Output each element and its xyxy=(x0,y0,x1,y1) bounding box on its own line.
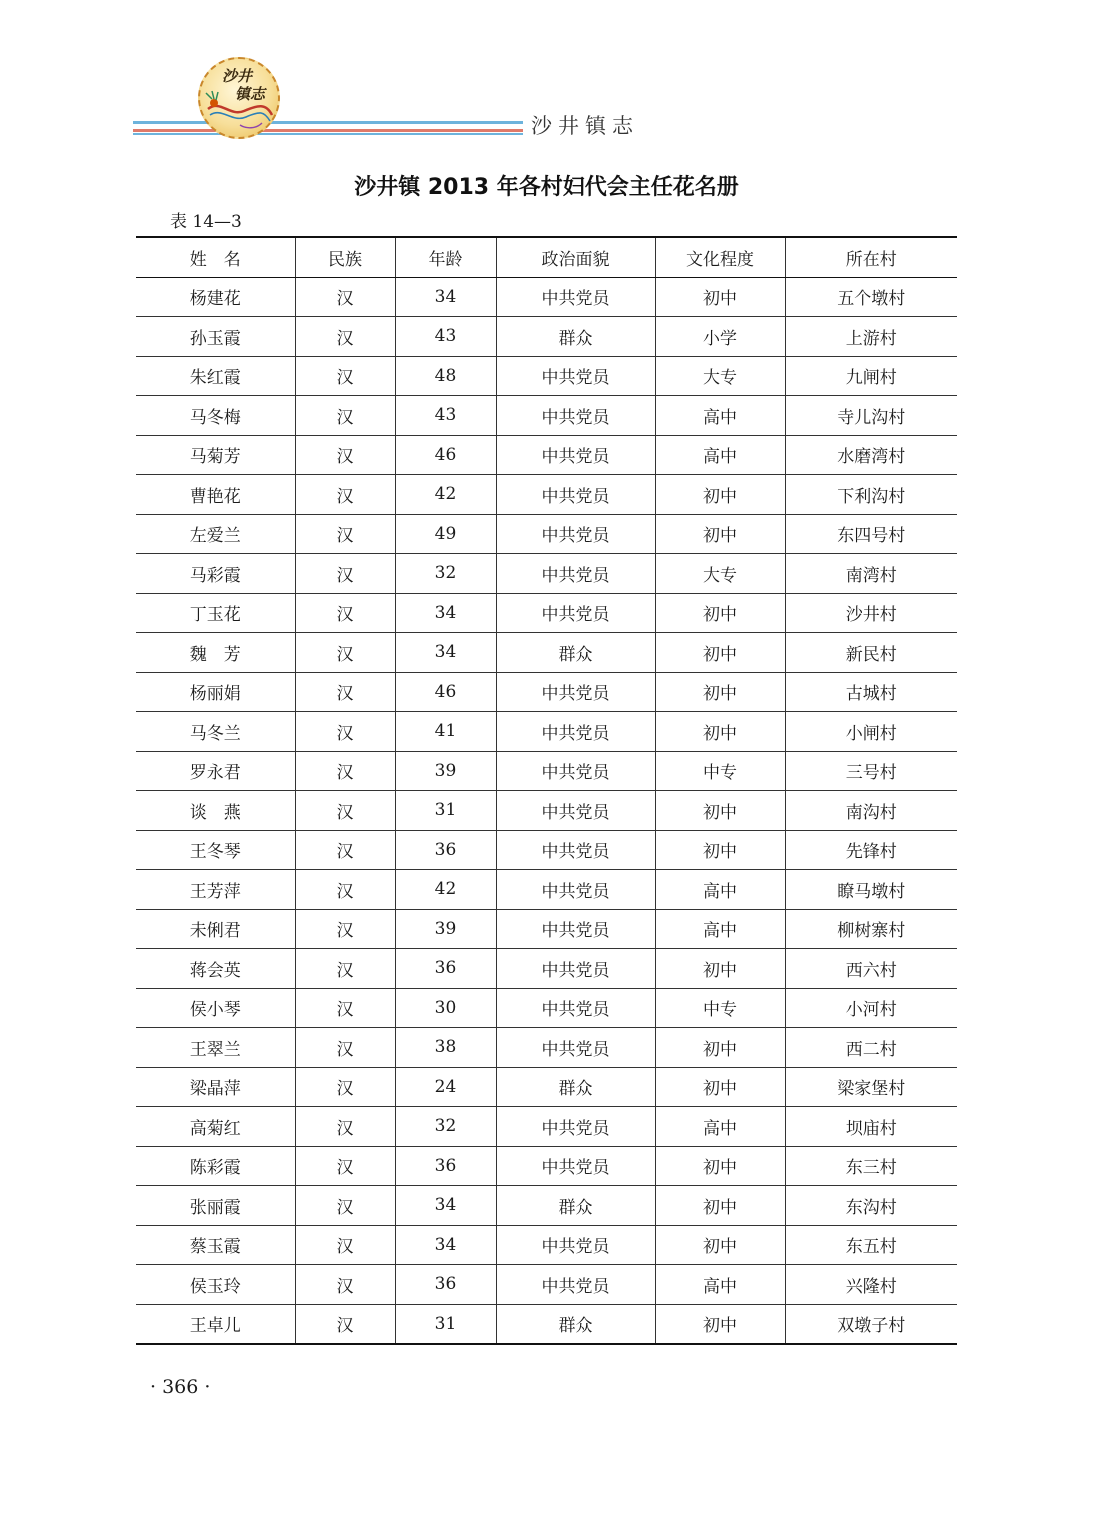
cell-ethnicity: 汉 xyxy=(295,1028,395,1068)
cell-ethnicity: 汉 xyxy=(295,554,395,594)
cell-village: 南湾村 xyxy=(785,554,957,594)
table-row xyxy=(136,1304,957,1344)
column-header-ethnicity: 民族 xyxy=(295,237,395,277)
cell-ethnicity: 汉 xyxy=(295,593,395,633)
cell-village: 五个墩村 xyxy=(785,277,957,317)
cell-name: 侯玉玲 xyxy=(136,1265,295,1305)
book-title: 沙井镇志 xyxy=(531,114,639,138)
cell-political-status: 中共党员 xyxy=(496,751,655,791)
table-row xyxy=(136,633,957,673)
column-header-village: 所在村 xyxy=(785,237,957,277)
header-rule-blue-lower xyxy=(133,133,523,135)
cell-political-status: 中共党员 xyxy=(496,514,655,554)
cell-political-status: 中共党员 xyxy=(496,949,655,989)
cell-education: 初中 xyxy=(655,277,785,317)
cell-education: 大专 xyxy=(655,356,785,396)
cell-age: 34 xyxy=(395,277,496,317)
table-number: 表 14—3 xyxy=(170,212,242,232)
cell-political-status: 中共党员 xyxy=(496,356,655,396)
cell-ethnicity: 汉 xyxy=(295,1265,395,1305)
logo-text-line2: 镇志 xyxy=(235,85,266,103)
cell-age: 34 xyxy=(395,593,496,633)
cell-political-status: 中共党员 xyxy=(496,988,655,1028)
cell-village: 小河村 xyxy=(785,988,957,1028)
table-row xyxy=(136,909,957,949)
cell-age: 24 xyxy=(395,1067,496,1107)
cell-age: 31 xyxy=(395,1304,496,1344)
header-rule-red xyxy=(133,129,523,132)
cell-ethnicity: 汉 xyxy=(295,712,395,752)
cell-name: 王芳萍 xyxy=(136,870,295,910)
logo-text-line1: 沙井 xyxy=(222,67,253,85)
cell-village: 东沟村 xyxy=(785,1186,957,1226)
cell-village: 沙井村 xyxy=(785,593,957,633)
cell-ethnicity: 汉 xyxy=(295,1067,395,1107)
cell-political-status: 中共党员 xyxy=(496,396,655,436)
roster-table-body xyxy=(136,277,957,1344)
cell-age: 36 xyxy=(395,1265,496,1305)
cell-name: 杨丽娟 xyxy=(136,672,295,712)
cell-name: 谈 燕 xyxy=(136,791,295,831)
cell-age: 39 xyxy=(395,751,496,791)
cell-political-status: 中共党员 xyxy=(496,1225,655,1265)
table-row xyxy=(136,1146,957,1186)
cell-ethnicity: 汉 xyxy=(295,791,395,831)
cell-ethnicity: 汉 xyxy=(295,396,395,436)
cell-ethnicity: 汉 xyxy=(295,870,395,910)
cell-education: 初中 xyxy=(655,791,785,831)
cell-political-status: 群众 xyxy=(496,1067,655,1107)
cell-age: 43 xyxy=(395,396,496,436)
column-header-education: 文化程度 xyxy=(655,237,785,277)
cell-name: 孙玉霞 xyxy=(136,317,295,357)
cell-ethnicity: 汉 xyxy=(295,356,395,396)
cell-education: 中专 xyxy=(655,988,785,1028)
cell-education: 初中 xyxy=(655,672,785,712)
cell-political-status: 中共党员 xyxy=(496,870,655,910)
cell-education: 初中 xyxy=(655,1028,785,1068)
table-row xyxy=(136,1028,957,1068)
cell-ethnicity: 汉 xyxy=(295,514,395,554)
cell-education: 初中 xyxy=(655,633,785,673)
cell-village: 瞭马墩村 xyxy=(785,870,957,910)
cell-village: 寺儿沟村 xyxy=(785,396,957,436)
table-row xyxy=(136,356,957,396)
cell-age: 41 xyxy=(395,712,496,752)
cell-political-status: 中共党员 xyxy=(496,830,655,870)
cell-village: 坝庙村 xyxy=(785,1107,957,1147)
cell-ethnicity: 汉 xyxy=(295,1146,395,1186)
cell-age: 34 xyxy=(395,633,496,673)
cell-name: 蔡玉霞 xyxy=(136,1225,295,1265)
table-row xyxy=(136,751,957,791)
cell-political-status: 中共党员 xyxy=(496,1265,655,1305)
table-row xyxy=(136,1265,957,1305)
cell-village: 先锋村 xyxy=(785,830,957,870)
cell-age: 38 xyxy=(395,1028,496,1068)
cell-village: 兴隆村 xyxy=(785,1265,957,1305)
cell-education: 初中 xyxy=(655,1186,785,1226)
table-title: 沙井镇 2013 年各村妇代会主任花名册 xyxy=(354,175,739,200)
cell-education: 小学 xyxy=(655,317,785,357)
cell-ethnicity: 汉 xyxy=(295,317,395,357)
page-number: · 366 · xyxy=(150,1376,211,1398)
cell-name: 魏 芳 xyxy=(136,633,295,673)
page-header xyxy=(0,0,1093,150)
cell-ethnicity: 汉 xyxy=(295,751,395,791)
table-row xyxy=(136,949,957,989)
column-header-age: 年龄 xyxy=(395,237,496,277)
cell-age: 46 xyxy=(395,435,496,475)
cell-age: 49 xyxy=(395,514,496,554)
cell-education: 初中 xyxy=(655,830,785,870)
cell-age: 36 xyxy=(395,949,496,989)
table-row xyxy=(136,554,957,594)
cell-age: 34 xyxy=(395,1186,496,1226)
table-row xyxy=(136,277,957,317)
table-row xyxy=(136,988,957,1028)
cell-name: 王卓儿 xyxy=(136,1304,295,1344)
table-header-row xyxy=(136,237,957,277)
cell-name: 左爱兰 xyxy=(136,514,295,554)
cell-education: 高中 xyxy=(655,396,785,436)
cell-political-status: 中共党员 xyxy=(496,1028,655,1068)
cell-name: 马彩霞 xyxy=(136,554,295,594)
table-row xyxy=(136,317,957,357)
cell-political-status: 群众 xyxy=(496,633,655,673)
cell-education: 高中 xyxy=(655,1265,785,1305)
cell-name: 杨建花 xyxy=(136,277,295,317)
cell-name: 王冬琴 xyxy=(136,830,295,870)
header-rule-blue xyxy=(133,121,523,124)
cell-age: 36 xyxy=(395,1146,496,1186)
cell-education: 初中 xyxy=(655,514,785,554)
cell-age: 42 xyxy=(395,475,496,515)
cell-village: 西六村 xyxy=(785,949,957,989)
roster-table xyxy=(136,236,957,1345)
cell-education: 高中 xyxy=(655,435,785,475)
cell-ethnicity: 汉 xyxy=(295,1304,395,1344)
cell-ethnicity: 汉 xyxy=(295,909,395,949)
table-row xyxy=(136,396,957,436)
cell-political-status: 中共党员 xyxy=(496,791,655,831)
cell-village: 梁家堡村 xyxy=(785,1067,957,1107)
table-row xyxy=(136,475,957,515)
cell-village: 古城村 xyxy=(785,672,957,712)
book-logo-emblem xyxy=(198,57,280,139)
cell-village: 南沟村 xyxy=(785,791,957,831)
cell-ethnicity: 汉 xyxy=(295,988,395,1028)
cell-village: 新民村 xyxy=(785,633,957,673)
cell-political-status: 群众 xyxy=(496,1186,655,1226)
cell-age: 31 xyxy=(395,791,496,831)
cell-age: 48 xyxy=(395,356,496,396)
table-row xyxy=(136,435,957,475)
cell-education: 初中 xyxy=(655,475,785,515)
cell-ethnicity: 汉 xyxy=(295,475,395,515)
cell-ethnicity: 汉 xyxy=(295,949,395,989)
cell-name: 高菊红 xyxy=(136,1107,295,1147)
cell-political-status: 中共党员 xyxy=(496,712,655,752)
cell-education: 初中 xyxy=(655,593,785,633)
cell-political-status: 群众 xyxy=(496,317,655,357)
cell-name: 马菊芳 xyxy=(136,435,295,475)
cell-village: 三号村 xyxy=(785,751,957,791)
cell-age: 32 xyxy=(395,1107,496,1147)
cell-name: 侯小琴 xyxy=(136,988,295,1028)
cell-ethnicity: 汉 xyxy=(295,830,395,870)
table-row xyxy=(136,1225,957,1265)
cell-age: 32 xyxy=(395,554,496,594)
table-row xyxy=(136,514,957,554)
cell-ethnicity: 汉 xyxy=(295,1186,395,1226)
table-row xyxy=(136,712,957,752)
cell-political-status: 中共党员 xyxy=(496,435,655,475)
cell-age: 43 xyxy=(395,317,496,357)
table-row xyxy=(136,1067,957,1107)
cell-village: 柳树寨村 xyxy=(785,909,957,949)
cell-name: 罗永君 xyxy=(136,751,295,791)
cell-village: 小闸村 xyxy=(785,712,957,752)
cell-name: 王翠兰 xyxy=(136,1028,295,1068)
cell-education: 初中 xyxy=(655,1304,785,1344)
cell-village: 东五村 xyxy=(785,1225,957,1265)
cell-political-status: 群众 xyxy=(496,1304,655,1344)
cell-village: 双墩子村 xyxy=(785,1304,957,1344)
cell-political-status: 中共党员 xyxy=(496,1146,655,1186)
cell-political-status: 中共党员 xyxy=(496,1107,655,1147)
table-row xyxy=(136,593,957,633)
cell-education: 高中 xyxy=(655,1107,785,1147)
cell-ethnicity: 汉 xyxy=(295,672,395,712)
cell-village: 西二村 xyxy=(785,1028,957,1068)
column-header-political-status: 政治面貌 xyxy=(496,237,655,277)
cell-village: 九闸村 xyxy=(785,356,957,396)
cell-name: 陈彩霞 xyxy=(136,1146,295,1186)
cell-education: 初中 xyxy=(655,1225,785,1265)
cell-name: 马冬梅 xyxy=(136,396,295,436)
cell-education: 初中 xyxy=(655,949,785,989)
cell-name: 马冬兰 xyxy=(136,712,295,752)
table-row xyxy=(136,870,957,910)
cell-ethnicity: 汉 xyxy=(295,435,395,475)
cell-age: 39 xyxy=(395,909,496,949)
cell-name: 未俐君 xyxy=(136,909,295,949)
cell-age: 30 xyxy=(395,988,496,1028)
cell-education: 高中 xyxy=(655,909,785,949)
cell-village: 下利沟村 xyxy=(785,475,957,515)
cell-political-status: 中共党员 xyxy=(496,593,655,633)
table-row xyxy=(136,791,957,831)
cell-name: 梁晶萍 xyxy=(136,1067,295,1107)
cell-education: 高中 xyxy=(655,870,785,910)
cell-age: 36 xyxy=(395,830,496,870)
cell-political-status: 中共党员 xyxy=(496,672,655,712)
cell-ethnicity: 汉 xyxy=(295,277,395,317)
cell-education: 大专 xyxy=(655,554,785,594)
cell-education: 中专 xyxy=(655,751,785,791)
cell-education: 初中 xyxy=(655,1067,785,1107)
cell-political-status: 中共党员 xyxy=(496,475,655,515)
cell-name: 曹艳花 xyxy=(136,475,295,515)
cell-name: 张丽霞 xyxy=(136,1186,295,1226)
cell-village: 东三村 xyxy=(785,1146,957,1186)
cell-education: 初中 xyxy=(655,1146,785,1186)
table-row xyxy=(136,1107,957,1147)
cell-ethnicity: 汉 xyxy=(295,1107,395,1147)
cell-name: 蒋会英 xyxy=(136,949,295,989)
cell-village: 上游村 xyxy=(785,317,957,357)
column-header-name: 姓 名 xyxy=(136,237,295,277)
cell-ethnicity: 汉 xyxy=(295,1225,395,1265)
cell-education: 初中 xyxy=(655,712,785,752)
cell-age: 34 xyxy=(395,1225,496,1265)
cell-name: 丁玉花 xyxy=(136,593,295,633)
table-row xyxy=(136,1186,957,1226)
cell-village: 水磨湾村 xyxy=(785,435,957,475)
table-row xyxy=(136,830,957,870)
cell-political-status: 中共党员 xyxy=(496,909,655,949)
cell-village: 东四号村 xyxy=(785,514,957,554)
table-row xyxy=(136,672,957,712)
cell-ethnicity: 汉 xyxy=(295,633,395,673)
cell-political-status: 中共党员 xyxy=(496,277,655,317)
cell-age: 46 xyxy=(395,672,496,712)
cell-name: 朱红霞 xyxy=(136,356,295,396)
cell-age: 42 xyxy=(395,870,496,910)
cell-political-status: 中共党员 xyxy=(496,554,655,594)
